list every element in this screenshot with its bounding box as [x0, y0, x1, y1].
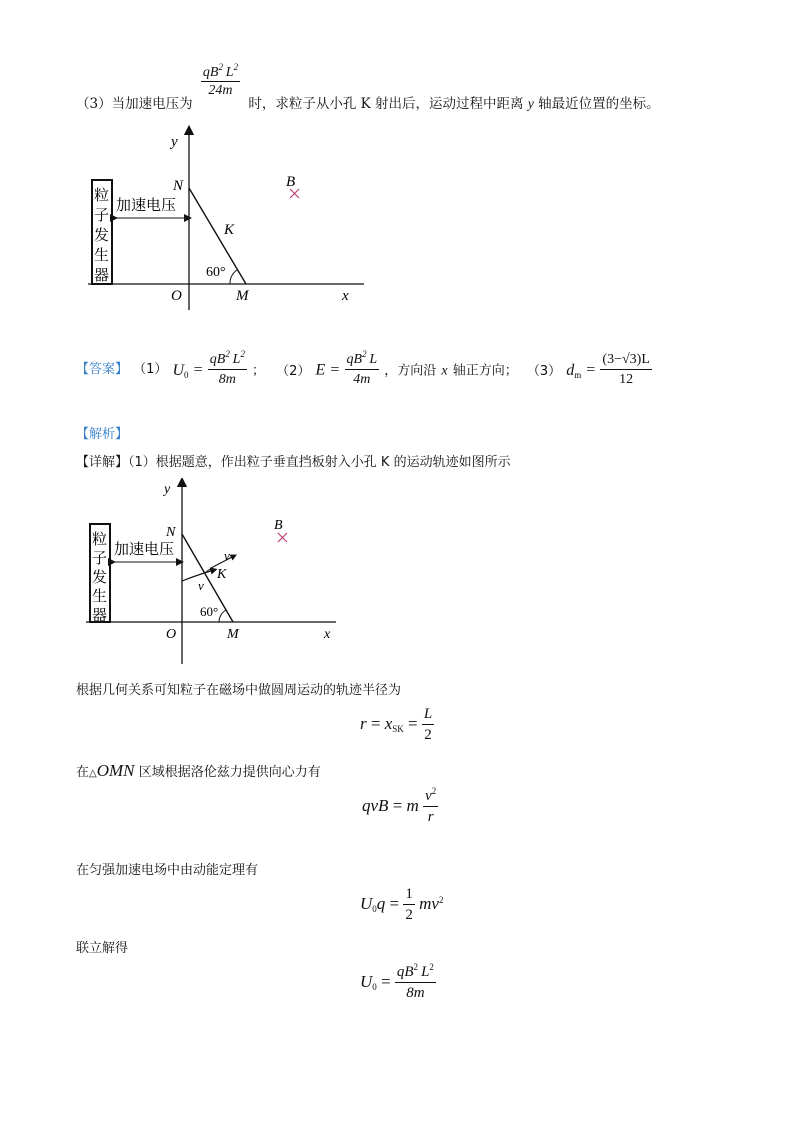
- detail-text: （1）根据题意，作出粒子垂直挡板射入小孔 K 的运动轨迹如图所示: [128, 455, 511, 470]
- figure-2: [78, 478, 358, 668]
- answer-direction-var: x: [441, 363, 448, 379]
- label-x: x: [342, 288, 349, 304]
- step-1-text: 根据几何关系可知粒子在磁场中做圆周运动的轨迹半径为: [76, 683, 402, 698]
- label-b: B: [286, 174, 296, 190]
- angle-arc-2: [219, 610, 226, 622]
- label-angle-2: 60°: [200, 604, 219, 619]
- answer-u0: $U_0$: [172, 361, 189, 380]
- label-v-upper: v: [224, 548, 230, 563]
- question-prefix: （3）当加速电压为: [76, 95, 193, 112]
- label-n-2: N: [166, 525, 176, 540]
- label-o: O: [171, 288, 182, 304]
- detail-tag: 【详解】: [76, 455, 129, 470]
- generator2-char-5: 器: [92, 606, 108, 624]
- generator-char-3: 发: [94, 226, 110, 244]
- answer-part1: （1）: [133, 361, 168, 377]
- equation-2: qvB = m $\frac{v^2}{r}$: [362, 786, 437, 825]
- question-suffix-2: 轴最近位置的坐标。: [538, 95, 660, 112]
- label-x-2: x: [324, 627, 331, 642]
- generator-char-4: 生: [94, 246, 110, 264]
- label-y-2: y: [164, 482, 171, 497]
- answer-dm: $d_m$: [566, 361, 582, 380]
- answer-sep1: ；: [252, 363, 266, 379]
- question-suffix-1: 时，求粒子从小孔 K 射出后，运动过程中距离: [248, 95, 524, 112]
- label-n: N: [173, 178, 184, 194]
- question-suffix-var: y: [527, 95, 534, 111]
- label-angle: 60°: [206, 265, 226, 280]
- step-2-line: 在△OMN 区域根据洛伦兹力提供向心力有: [76, 761, 321, 780]
- answer-direction-2: 轴正方向；: [452, 363, 518, 379]
- generator2-char-4: 生: [92, 587, 108, 605]
- generator2-char-2: 子: [92, 549, 108, 567]
- field-cross-icon-2: [278, 533, 287, 542]
- label-v-lower: v: [198, 578, 204, 593]
- generator-char-1: 粒: [94, 186, 110, 204]
- answer-e-fraction: $\frac{qB^2 L}{4m}$: [346, 349, 378, 387]
- generator2-char-3: 发: [92, 568, 108, 586]
- question-line: [76, 62, 660, 112]
- label-y: y: [171, 134, 178, 150]
- answer-u0-fraction: $\frac{qB^2 L^2}{8m}$: [209, 349, 245, 387]
- generator-char-2: 子: [94, 206, 110, 224]
- answer-direction-1: ，方向沿: [384, 363, 437, 379]
- label-k: K: [224, 222, 235, 238]
- angle-arc: [230, 270, 237, 284]
- equation-1: $r = x_{SK}$ = $\frac{L}{2}$: [360, 706, 433, 743]
- step-4-text: 联立解得: [76, 941, 129, 956]
- answer-e: E: [315, 361, 326, 379]
- voltage-label: 加速电压: [116, 196, 177, 214]
- voltage-label-2: 加速电压: [114, 540, 175, 558]
- answer-tag: 【答案】: [76, 361, 129, 377]
- question-fraction: $\frac{qB^2 L^2}{24m}$: [202, 62, 239, 98]
- label-k-2: K: [217, 567, 227, 582]
- equation-3: $U_0q$ = $\frac{1}{2}$ $mv^2$: [360, 886, 444, 923]
- field-cross-icon: [290, 189, 299, 198]
- answer-dm-fraction: $\frac{(3-√3)L}{12}$: [602, 352, 650, 387]
- step-3-text: 在匀强加速电场中由动能定理有: [76, 863, 259, 878]
- label-m-2: M: [227, 627, 239, 642]
- generator2-char-1: 粒: [92, 530, 108, 548]
- detail-line: [76, 456, 511, 470]
- answer-part3: （3）: [526, 363, 562, 379]
- analysis-tag: 【解析】: [76, 427, 129, 442]
- equation-4: $U_0$ = $\frac{qB^2 L^2}{8m}$: [360, 962, 434, 1001]
- label-m: M: [236, 288, 249, 304]
- figure-1: [80, 124, 380, 314]
- generator-char-5: 器: [94, 266, 110, 284]
- answer-line: 【答案】 （1） $U_0$ = $\frac{qB^2 L^2}{8m}$ ； （2） E = $\frac{qB^2 L}{4m}$ ，方向沿 x 轴正方向； （3） $d_m$ = $\frac{(3-√3)L}{12}$: [76, 349, 650, 387]
- label-o-2: O: [166, 627, 177, 642]
- label-b-2: B: [274, 518, 283, 533]
- answer-part2: （2）: [276, 363, 311, 379]
